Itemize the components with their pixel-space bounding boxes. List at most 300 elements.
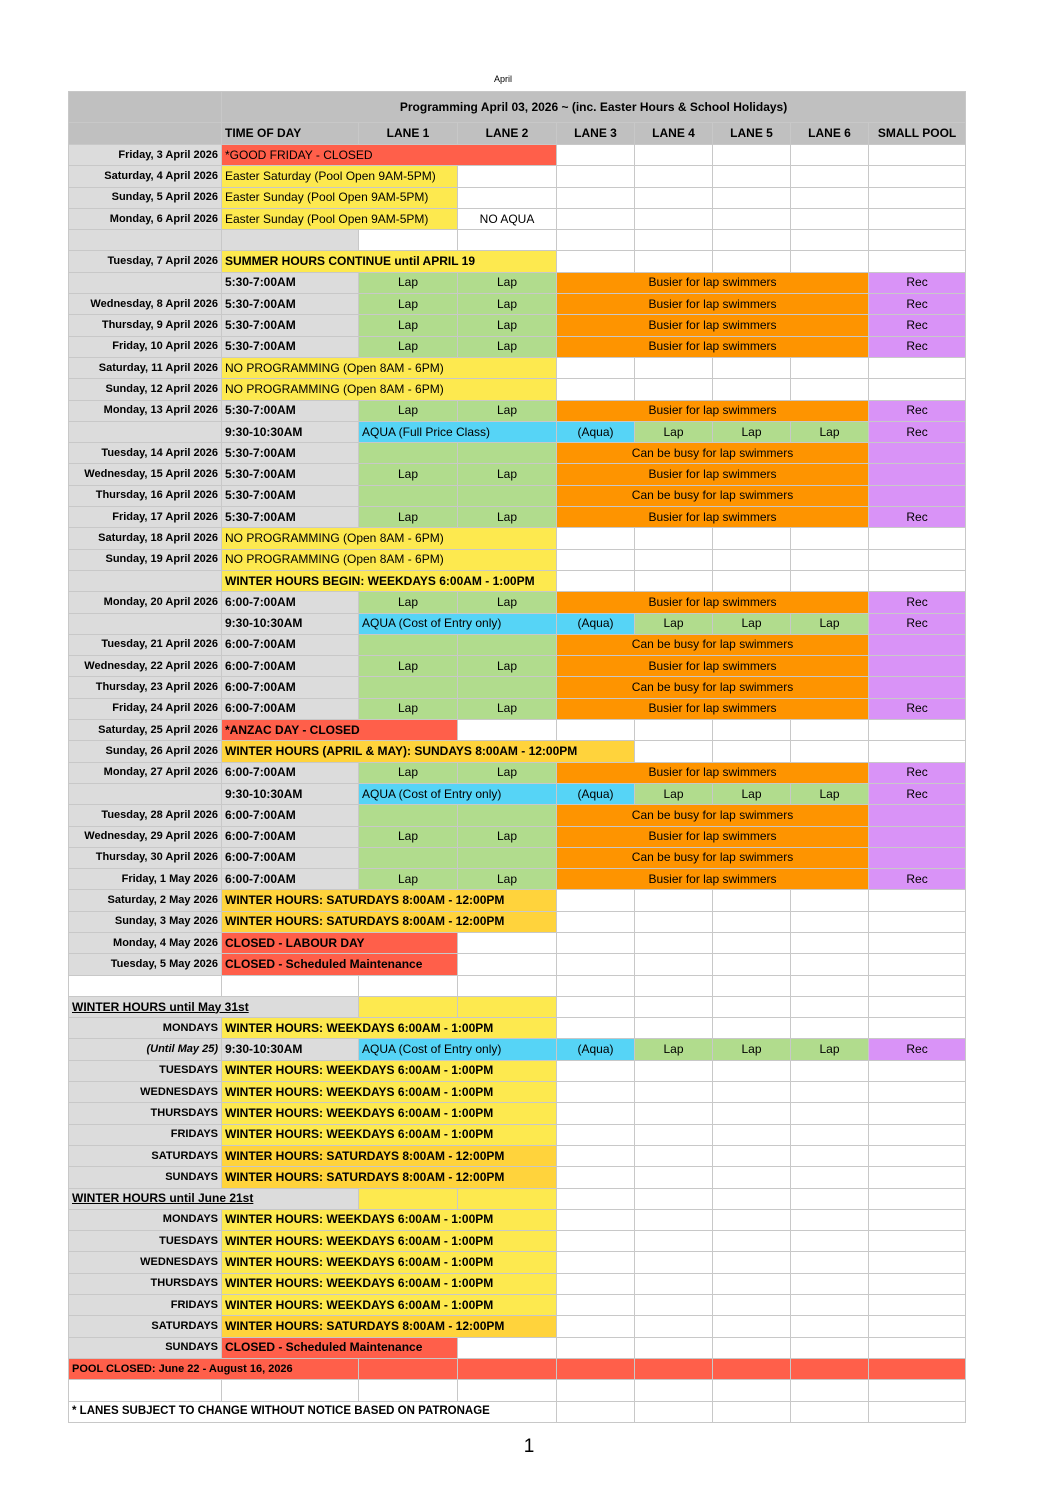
- day-cell: Sunday, 19 April 2026: [69, 549, 222, 570]
- schedule-cell: [713, 932, 791, 953]
- schedule-cell: [557, 230, 635, 251]
- schedule-cell: [557, 1380, 635, 1401]
- schedule-cell: NO PROGRAMMING (Open 8AM - 6PM): [222, 379, 557, 400]
- schedule-table: [68, 91, 966, 1423]
- schedule-cell: [791, 357, 869, 378]
- schedule-cell: Rec: [869, 315, 966, 336]
- schedule-cell: [869, 677, 966, 698]
- table-row: [69, 762, 966, 783]
- table-row: [69, 656, 966, 677]
- day-cell: Monday, 13 April 2026: [69, 400, 222, 421]
- schedule-cell: [791, 187, 869, 208]
- schedule-cell: Rec: [869, 783, 966, 804]
- schedule-cell: [359, 1358, 458, 1379]
- schedule-cell: [713, 528, 791, 549]
- schedule-cell: Lap: [359, 762, 458, 783]
- schedule-cell: [458, 847, 557, 868]
- day-cell: [69, 1380, 222, 1401]
- header-time-of-day: TIME OF DAY: [222, 123, 359, 145]
- schedule-cell: [869, 1124, 966, 1145]
- schedule-cell: [458, 1358, 557, 1379]
- day-cell: THURSDAYS: [69, 1273, 222, 1294]
- day-cell: Wednesday, 8 April 2026: [69, 294, 222, 315]
- schedule-cell: [791, 1209, 869, 1230]
- table-row: [69, 613, 966, 634]
- schedule-cell: [869, 443, 966, 464]
- schedule-cell: [869, 805, 966, 826]
- schedule-cell: [791, 1273, 869, 1294]
- schedule-cell: NO PROGRAMMING (Open 8AM - 6PM): [222, 549, 557, 570]
- schedule-cell: [713, 1401, 791, 1422]
- schedule-cell: [869, 357, 966, 378]
- table-row: [69, 1018, 966, 1039]
- day-cell: Sunday, 12 April 2026: [69, 379, 222, 400]
- schedule-cell: [713, 1273, 791, 1294]
- day-cell: TUESDAYS: [69, 1231, 222, 1252]
- schedule-cell: [635, 741, 713, 762]
- schedule-cell: [557, 379, 635, 400]
- schedule-cell: [869, 1295, 966, 1316]
- header-lane-4: LANE 4: [635, 123, 713, 145]
- schedule-cell: [869, 1358, 966, 1379]
- schedule-cell: *GOOD FRIDAY - CLOSED: [222, 145, 557, 166]
- schedule-cell: [869, 1252, 966, 1273]
- schedule-cell: [557, 932, 635, 953]
- day-cell: MONDAYS: [69, 1209, 222, 1230]
- schedule-cell: [713, 1316, 791, 1337]
- schedule-cell: [791, 251, 869, 272]
- schedule-cell: 5:30-7:00AM: [222, 507, 359, 528]
- schedule-cell: [713, 720, 791, 741]
- schedule-cell: [869, 996, 966, 1017]
- schedule-cell: [635, 911, 713, 932]
- schedule-cell: [869, 890, 966, 911]
- schedule-cell: WINTER HOURS: WEEKDAYS 6:00AM - 1:00PM: [222, 1060, 557, 1081]
- schedule-cell: Lap: [791, 783, 869, 804]
- schedule-cell: [557, 996, 635, 1017]
- schedule-cell: [869, 1188, 966, 1209]
- day-cell: SUNDAYS: [69, 1167, 222, 1188]
- schedule-cell: [359, 1188, 458, 1209]
- schedule-cell: Lap: [359, 336, 458, 357]
- table-row: [69, 677, 966, 698]
- schedule-cell: [359, 1380, 458, 1401]
- day-cell: Thursday, 30 April 2026: [69, 847, 222, 868]
- schedule-cell: [791, 1337, 869, 1358]
- schedule-cell: [713, 1231, 791, 1252]
- schedule-cell: [635, 570, 713, 591]
- day-cell: Friday, 1 May 2026: [69, 869, 222, 890]
- schedule-cell: [791, 1380, 869, 1401]
- schedule-cell: [635, 1145, 713, 1166]
- schedule-cell: [557, 1401, 635, 1422]
- table-row: [69, 357, 966, 378]
- schedule-cell: [635, 549, 713, 570]
- schedule-cell: WINTER HOURS: WEEKDAYS 6:00AM - 1:00PM: [222, 1209, 557, 1230]
- schedule-cell: 5:30-7:00AM: [222, 464, 359, 485]
- day-cell: [69, 613, 222, 634]
- day-cell: MONDAYS: [69, 1018, 222, 1039]
- schedule-cell: [713, 1209, 791, 1230]
- schedule-cell: NO AQUA: [458, 208, 557, 229]
- day-cell: [69, 272, 222, 293]
- schedule-cell: Lap: [458, 826, 557, 847]
- schedule-cell: [869, 932, 966, 953]
- table-row: [69, 741, 966, 762]
- schedule-cell: Busier for lap swimmers: [557, 272, 869, 293]
- schedule-cell: Can be busy for lap swimmers: [557, 485, 869, 506]
- schedule-cell: [557, 528, 635, 549]
- schedule-cell: [869, 1103, 966, 1124]
- schedule-cell: Lap: [359, 272, 458, 293]
- schedule-cell: [458, 975, 557, 996]
- schedule-cell: Busier for lap swimmers: [557, 464, 869, 485]
- schedule-cell: 6:00-7:00AM: [222, 634, 359, 655]
- schedule-cell: [869, 251, 966, 272]
- table-row: [69, 826, 966, 847]
- schedule-cell: [557, 570, 635, 591]
- schedule-cell: [557, 1145, 635, 1166]
- schedule-cell: Lap: [458, 294, 557, 315]
- schedule-cell: [713, 1337, 791, 1358]
- table-row: [69, 507, 966, 528]
- schedule-cell: Can be busy for lap swimmers: [557, 847, 869, 868]
- schedule-cell: [869, 634, 966, 655]
- schedule-cell: [458, 187, 557, 208]
- schedule-cell: [635, 954, 713, 975]
- schedule-cell: [359, 996, 458, 1017]
- schedule-cell: WINTER HOURS: SATURDAYS 8:00AM - 12:00PM: [222, 1145, 557, 1166]
- schedule-cell: 6:00-7:00AM: [222, 847, 359, 868]
- schedule-cell: [791, 975, 869, 996]
- schedule-cell: WINTER HOURS: SATURDAYS 8:00AM - 12:00PM: [222, 1167, 557, 1188]
- schedule-cell: [869, 187, 966, 208]
- schedule-cell: Rec: [869, 869, 966, 890]
- schedule-cell: [635, 1124, 713, 1145]
- schedule-cell: [713, 1295, 791, 1316]
- table-row: [69, 379, 966, 400]
- schedule-cell: SUMMER HOURS CONTINUE until APRIL 19: [222, 251, 557, 272]
- schedule-cell: Lap: [359, 294, 458, 315]
- schedule-cell: [791, 996, 869, 1017]
- table-row: [69, 485, 966, 506]
- schedule-cell: [222, 1380, 359, 1401]
- schedule-cell: [869, 1380, 966, 1401]
- schedule-cell: Easter Sunday (Pool Open 9AM-5PM): [222, 208, 458, 229]
- schedule-cell: Busier for lap swimmers: [557, 336, 869, 357]
- schedule-cell: [869, 826, 966, 847]
- schedule-cell: [557, 954, 635, 975]
- schedule-cell: [635, 208, 713, 229]
- schedule-cell: [791, 570, 869, 591]
- table-row: [69, 1103, 966, 1124]
- schedule-cell: [869, 208, 966, 229]
- schedule-cell: [869, 379, 966, 400]
- schedule-cell: [791, 1358, 869, 1379]
- table-row: [69, 272, 966, 293]
- schedule-cell: [222, 230, 359, 251]
- schedule-cell: [557, 357, 635, 378]
- table-row: [69, 1082, 966, 1103]
- table-row: [69, 166, 966, 187]
- schedule-cell: Rec: [869, 507, 966, 528]
- schedule-cell: [557, 187, 635, 208]
- schedule-cell: [557, 1231, 635, 1252]
- schedule-cell: [635, 1380, 713, 1401]
- schedule-cell: Rec: [869, 592, 966, 613]
- schedule-cell: [869, 528, 966, 549]
- day-cell: Saturday, 4 April 2026: [69, 166, 222, 187]
- schedule-cell: [791, 741, 869, 762]
- schedule-cell: [869, 975, 966, 996]
- schedule-cell: [791, 208, 869, 229]
- schedule-cell: [791, 379, 869, 400]
- schedule-cell: [458, 677, 557, 698]
- schedule-cell: Lap: [713, 421, 791, 442]
- schedule-cell: [458, 720, 557, 741]
- schedule-cell: [557, 1295, 635, 1316]
- schedule-cell: 6:00-7:00AM: [222, 805, 359, 826]
- schedule-cell: AQUA (Cost of Entry only): [359, 613, 557, 634]
- schedule-cell: [869, 847, 966, 868]
- schedule-cell: [791, 1018, 869, 1039]
- table-row: [69, 294, 966, 315]
- schedule-cell: Lap: [359, 656, 458, 677]
- schedule-cell: [557, 208, 635, 229]
- schedule-cell: [458, 443, 557, 464]
- day-cell: Wednesday, 29 April 2026: [69, 826, 222, 847]
- schedule-cell: Busier for lap swimmers: [557, 592, 869, 613]
- schedule-cell: [557, 1358, 635, 1379]
- schedule-cell: Rec: [869, 272, 966, 293]
- schedule-cell: [869, 1167, 966, 1188]
- schedule-cell: 6:00-7:00AM: [222, 826, 359, 847]
- schedule-cell: [713, 549, 791, 570]
- schedule-cell: Lap: [359, 400, 458, 421]
- day-cell: Thursday, 16 April 2026: [69, 485, 222, 506]
- schedule-cell: [557, 1209, 635, 1230]
- schedule-cell: WINTER HOURS: WEEKDAYS 6:00AM - 1:00PM: [222, 1124, 557, 1145]
- schedule-cell: [713, 1124, 791, 1145]
- day-cell: Thursday, 23 April 2026: [69, 677, 222, 698]
- schedule-cell: Lap: [713, 613, 791, 634]
- schedule-cell: [635, 996, 713, 1017]
- schedule-cell: [713, 1358, 791, 1379]
- schedule-cell: [635, 230, 713, 251]
- schedule-cell: [869, 1273, 966, 1294]
- schedule-cell: [458, 1380, 557, 1401]
- sheet-month-label: April: [493, 74, 512, 84]
- schedule-cell: CLOSED - Scheduled Maintenance: [222, 1337, 458, 1358]
- schedule-cell: [557, 1103, 635, 1124]
- schedule-cell: [791, 720, 869, 741]
- title-row: [69, 92, 966, 123]
- table-row: [69, 187, 966, 208]
- schedule-cell: [869, 570, 966, 591]
- schedule-cell: [869, 720, 966, 741]
- schedule-cell: Can be busy for lap swimmers: [557, 443, 869, 464]
- schedule-cell: Lap: [458, 656, 557, 677]
- schedule-cell: Lap: [713, 783, 791, 804]
- table-row: [69, 592, 966, 613]
- schedule-cell: [869, 485, 966, 506]
- schedule-cell: [557, 1316, 635, 1337]
- schedule-cell: [869, 741, 966, 762]
- column-header-row: [69, 123, 966, 145]
- schedule-cell: 9:30-10:30AM: [222, 421, 359, 442]
- schedule-cell: [791, 911, 869, 932]
- schedule-cell: [791, 1082, 869, 1103]
- day-cell: Sunday, 26 April 2026: [69, 741, 222, 762]
- schedule-cell: [635, 1273, 713, 1294]
- schedule-cell: [458, 230, 557, 251]
- table-row: [69, 400, 966, 421]
- schedule-cell: [557, 1337, 635, 1358]
- table-row: [69, 528, 966, 549]
- schedule-cell: Can be busy for lap swimmers: [557, 634, 869, 655]
- schedule-cell: [791, 549, 869, 570]
- schedule-cell: Easter Saturday (Pool Open 9AM-5PM): [222, 166, 458, 187]
- schedule-cell: Lap: [713, 1039, 791, 1060]
- schedule-cell: [713, 251, 791, 272]
- schedule-cell: Lap: [458, 336, 557, 357]
- schedule-cell: 5:30-7:00AM: [222, 443, 359, 464]
- schedule-cell: Lap: [635, 783, 713, 804]
- day-cell: Tuesday, 14 April 2026: [69, 443, 222, 464]
- schedule-cell: [635, 251, 713, 272]
- schedule-cell: Easter Sunday (Pool Open 9AM-5PM): [222, 187, 458, 208]
- schedule-cell: 6:00-7:00AM: [222, 677, 359, 698]
- schedule-cell: [557, 720, 635, 741]
- schedule-cell: [791, 1231, 869, 1252]
- schedule-cell: [557, 251, 635, 272]
- schedule-cell: [713, 1018, 791, 1039]
- day-cell: FRIDAYS: [69, 1295, 222, 1316]
- day-cell: Tuesday, 28 April 2026: [69, 805, 222, 826]
- schedule-cell: Rec: [869, 762, 966, 783]
- schedule-cell: 9:30-10:30AM: [222, 783, 359, 804]
- table-row: [69, 932, 966, 953]
- schedule-cell: Lap: [458, 464, 557, 485]
- schedule-cell: Busier for lap swimmers: [557, 869, 869, 890]
- schedule-cell: Lap: [359, 698, 458, 719]
- schedule-cell: Busier for lap swimmers: [557, 507, 869, 528]
- schedule-cell: Rec: [869, 1039, 966, 1060]
- schedule-cell: WINTER HOURS: SATURDAYS 8:00AM - 12:00PM: [222, 1316, 557, 1337]
- schedule-cell: [359, 443, 458, 464]
- schedule-cell: Lap: [458, 869, 557, 890]
- schedule-cell: Can be busy for lap swimmers: [557, 805, 869, 826]
- table-row: [69, 464, 966, 485]
- schedule-cell: [635, 1209, 713, 1230]
- schedule-cell: [869, 656, 966, 677]
- schedule-cell: [791, 1188, 869, 1209]
- schedule-cell: [713, 1167, 791, 1188]
- schedule-cell: Lap: [458, 400, 557, 421]
- table-row: [69, 1273, 966, 1294]
- schedule-cell: [713, 379, 791, 400]
- schedule-cell: [713, 145, 791, 166]
- schedule-cell: [458, 932, 557, 953]
- schedule-cell: [458, 805, 557, 826]
- schedule-cell: [713, 954, 791, 975]
- schedule-cell: [791, 932, 869, 953]
- schedule-cell: 6:00-7:00AM: [222, 592, 359, 613]
- day-cell: [69, 570, 222, 591]
- day-cell: Friday, 24 April 2026: [69, 698, 222, 719]
- schedule-cell: [791, 890, 869, 911]
- day-cell: WEDNESDAYS: [69, 1252, 222, 1273]
- day-cell: Friday, 10 April 2026: [69, 336, 222, 357]
- schedule-cell: [557, 911, 635, 932]
- schedule-cell: Lap: [791, 1039, 869, 1060]
- table-row: [69, 1039, 966, 1060]
- schedule-cell: [869, 1209, 966, 1230]
- schedule-cell: Lap: [791, 421, 869, 442]
- schedule-cell: [869, 464, 966, 485]
- day-cell: SATURDAYS: [69, 1145, 222, 1166]
- schedule-cell: [869, 1316, 966, 1337]
- schedule-cell: 6:00-7:00AM: [222, 762, 359, 783]
- table-row: [69, 336, 966, 357]
- table-row: [69, 1295, 966, 1316]
- schedule-cell: 5:30-7:00AM: [222, 336, 359, 357]
- table-row: [69, 911, 966, 932]
- day-cell: Monday, 6 April 2026: [69, 208, 222, 229]
- schedule-cell: [557, 1018, 635, 1039]
- day-cell: WINTER HOURS until May 31st: [69, 996, 359, 1017]
- schedule-cell: WINTER HOURS BEGIN: WEEKDAYS 6:00AM - 1:00PM: [222, 570, 557, 591]
- schedule-cell: [635, 166, 713, 187]
- schedule-cell: Lap: [791, 613, 869, 634]
- day-cell: SATURDAYS: [69, 1316, 222, 1337]
- table-row: [69, 634, 966, 655]
- table-row: [69, 1337, 966, 1358]
- schedule-cell: WINTER HOURS: WEEKDAYS 6:00AM - 1:00PM: [222, 1082, 557, 1103]
- schedule-cell: WINTER HOURS: WEEKDAYS 6:00AM - 1:00PM: [222, 1103, 557, 1124]
- schedule-cell: [713, 996, 791, 1017]
- schedule-cell: [458, 634, 557, 655]
- schedule-cell: [635, 1316, 713, 1337]
- schedule-cell: 5:30-7:00AM: [222, 485, 359, 506]
- schedule-cell: [635, 528, 713, 549]
- day-cell: POOL CLOSED: June 22 - August 16, 2026: [69, 1358, 359, 1379]
- table-row: [69, 783, 966, 804]
- schedule-cell: Rec: [869, 698, 966, 719]
- day-cell: Saturday, 11 April 2026: [69, 357, 222, 378]
- header-lane-5: LANE 5: [713, 123, 791, 145]
- day-cell: (Until May 25): [69, 1039, 222, 1060]
- header-corner-cell: [69, 123, 222, 145]
- schedule-cell: [713, 208, 791, 229]
- day-cell: Monday, 20 April 2026: [69, 592, 222, 613]
- schedule-cell: [791, 1060, 869, 1081]
- schedule-cell: [635, 1060, 713, 1081]
- schedule-cell: 5:30-7:00AM: [222, 315, 359, 336]
- page-number: 1: [523, 1436, 535, 1457]
- schedule-cell: 6:00-7:00AM: [222, 698, 359, 719]
- schedule-cell: [713, 1082, 791, 1103]
- schedule-cell: [791, 1401, 869, 1422]
- schedule-cell: Lap: [458, 507, 557, 528]
- schedule-cell: Rec: [869, 336, 966, 357]
- schedule-cell: [557, 549, 635, 570]
- schedule-cell: WINTER HOURS: WEEKDAYS 6:00AM - 1:00PM: [222, 1295, 557, 1316]
- schedule-cell: Rec: [869, 613, 966, 634]
- schedule-cell: [713, 1252, 791, 1273]
- schedule-cell: [713, 166, 791, 187]
- schedule-cell: [557, 890, 635, 911]
